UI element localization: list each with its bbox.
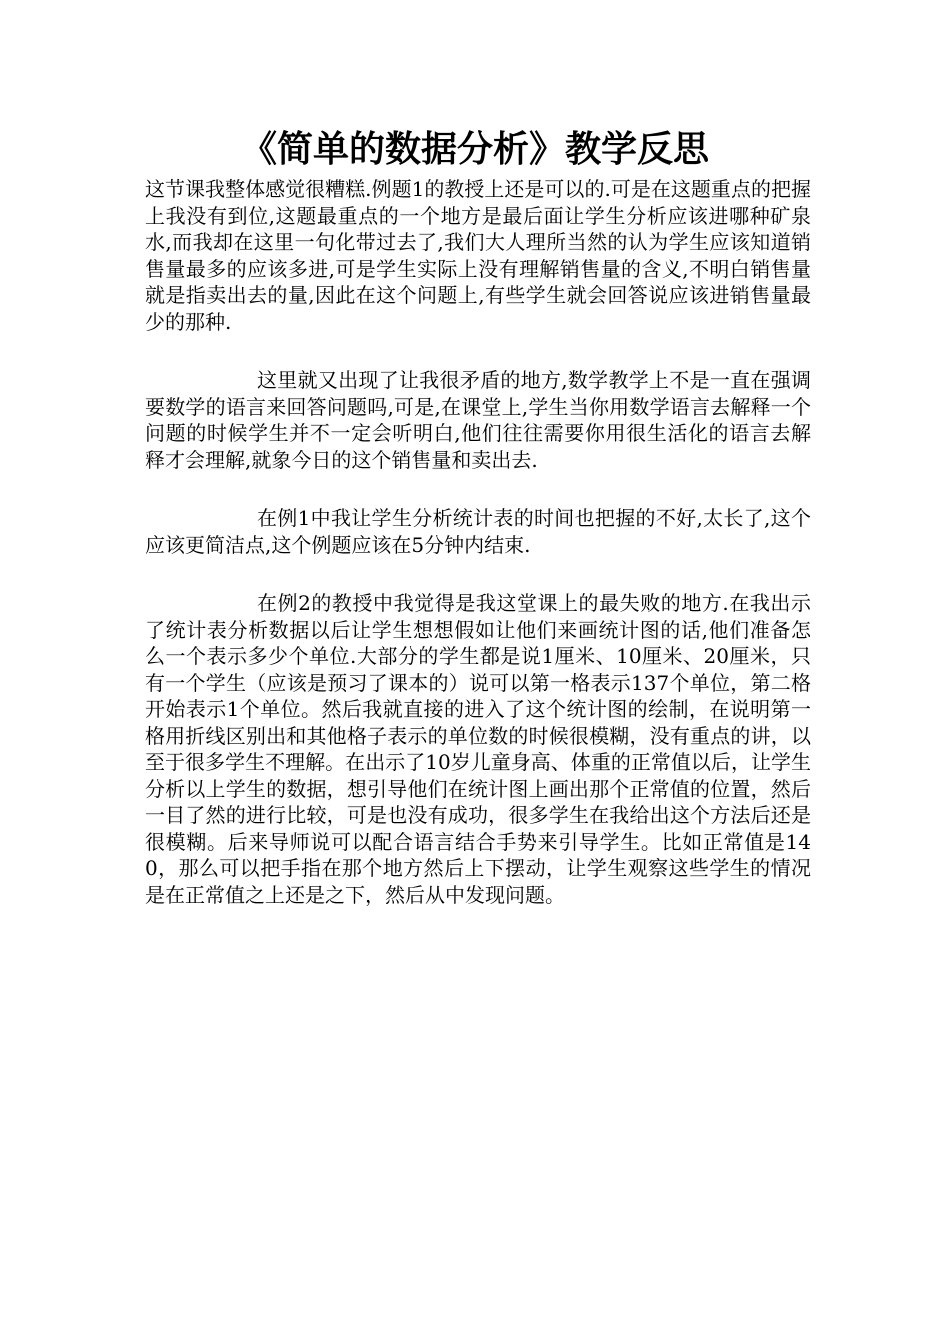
document-title: 《简单的数据分析》教学反思 — [240, 129, 709, 170]
paragraph-2: 这里就又出现了让我很矛盾的地方,数学教学上不是一直在强调要数学的语言来回答问题吗,可是,在课堂上,学生当你用数学语言去解释一个问题的时候学生并不一定会听明白,他们往往需要你用很生活化的语言去解释才会理解,就象今日的这个销售量和卖出去. — [145, 368, 811, 472]
paragraph-4: 在例2的教授中我觉得是我这堂课上的最失败的地方.在我出示了统计表分析数据以后让学生想想假如让他们来画统计图的话,他们准备怎么一个表示多少个单位.大部分的学生都是说1厘米、10厘米、20厘米，只有一个学生（应该是预习了课本的）说可以第一格表示137个单位，第二格开始表示1个单位。然后我就直接的进入了这个统计图的绘制，在说明第一格用折线区别出和其他格子表示的单位数的时候很模糊，没有重点的讲，以至于很多学生不理解。在出示了10岁儿童身高、体重的正常值以后，让学生分析以上学生的数据，想引导他们在统计图上画出那个正常值的位置，然后一目了然的进行比较，可是也没有成功，很多学生在我给出这个方法后还是很模糊。后来导师说可以配合语言结合手势来引导学生。比如正常值是140，那么可以把手指在那个地方然后上下摆动，让学生观察这些学生的情况是在正常值之上还是之下，然后从中发现问题。 — [145, 591, 811, 907]
paragraph-3: 在例1中我让学生分析统计表的时间也把握的不好,太长了,这个应该更简洁点,这个例题应该在5分钟内结束. — [145, 506, 811, 557]
paragraph-1: 这节课我整体感觉很糟糕.例题1的教授上还是可以的.可是在这题重点的把握上我没有到位,这题最重点的一个地方是最后面让学生分析应该进哪种矿泉水,而我却在这里一句化带过去了,我们大人理所当然的认为学生应该知道销售量最多的应该多进,可是学生实际上没有理解销售量的含义,不明白销售量就是指卖出去的量,因此在这个问题上,有些学生就会回答说应该进销售量最少的那种. — [145, 177, 811, 334]
document-body — [145, 176, 811, 940]
